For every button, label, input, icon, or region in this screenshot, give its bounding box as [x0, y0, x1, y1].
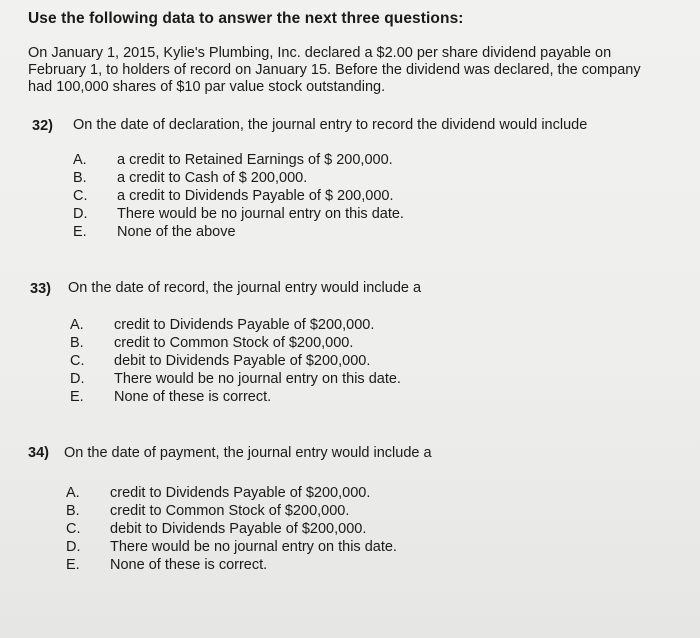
option-letter: E. [66, 557, 80, 573]
option-text: None of the above [117, 224, 236, 240]
option-letter: C. [73, 188, 88, 204]
option-32-c[interactable] [73, 187, 404, 205]
option-text: None of these is correct. [110, 557, 268, 573]
question-number-33: 33) [30, 281, 51, 297]
option-33-b[interactable] [70, 334, 401, 352]
option-letter: B. [70, 335, 84, 351]
option-letter: D. [66, 539, 81, 555]
question-text-34: On the date of payment, the journal entry would include a [64, 445, 432, 461]
option-32-d[interactable] [73, 205, 404, 223]
option-letter: B. [73, 170, 87, 186]
scenario-line: On January 1, 2015, Kylie's Plumbing, Inc. declared a $2.00 per share dividend payable on [28, 45, 612, 61]
option-32-e[interactable] [73, 223, 404, 241]
scenario-line: had 100,000 shares of $10 par value stock outstanding. [28, 79, 386, 95]
question-text-32: On the date of declaration, the journal entry to record the dividend would include [73, 117, 588, 133]
option-32-a[interactable] [73, 151, 404, 169]
option-text: a credit to Retained Earnings of $ 200,000. [117, 152, 393, 168]
option-letter: E. [70, 389, 84, 405]
option-letter: A. [66, 485, 80, 501]
option-text: There would be no journal entry on this date. [110, 539, 397, 555]
option-text: a credit to Cash of $ 200,000. [117, 170, 308, 186]
option-text: a credit to Dividends Payable of $ 200,000. [117, 188, 394, 204]
option-letter: D. [73, 206, 88, 222]
option-letter: E. [73, 224, 87, 240]
option-33-c[interactable] [70, 352, 401, 370]
option-text: There would be no journal entry on this date. [117, 206, 404, 222]
option-33-e[interactable] [70, 388, 401, 406]
option-letter: D. [70, 371, 85, 387]
option-text: None of these is correct. [114, 389, 272, 405]
option-letter: A. [70, 317, 84, 333]
option-letter: C. [66, 521, 81, 537]
instructions-heading: Use the following data to answer the next three questions: [28, 10, 464, 27]
option-text: credit to Dividends Payable of $200,000. [114, 317, 375, 333]
question-number-34: 34) [28, 445, 49, 461]
option-33-a[interactable] [70, 316, 401, 334]
option-33-d[interactable] [70, 370, 401, 388]
option-34-a[interactable] [66, 484, 397, 502]
option-text: credit to Common Stock of $200,000. [110, 503, 350, 519]
option-text: credit to Common Stock of $200,000. [114, 335, 354, 351]
option-34-e[interactable] [66, 556, 397, 574]
scenario-line: February 1, to holders of record on January 15. Before the dividend was declared, the company [28, 62, 641, 78]
option-34-b[interactable] [66, 502, 397, 520]
question-number-32: 32) [32, 118, 53, 134]
option-text: debit to Dividends Payable of $200,000. [110, 521, 367, 537]
option-letter: A. [73, 152, 87, 168]
options-32 [73, 151, 404, 241]
option-34-c[interactable] [66, 520, 397, 538]
question-text-33: On the date of record, the journal entry would include a [68, 280, 422, 296]
option-text: debit to Dividends Payable of $200,000. [114, 353, 371, 369]
options-33 [70, 316, 401, 406]
option-letter: C. [70, 353, 85, 369]
option-text: There would be no journal entry on this date. [114, 371, 401, 387]
option-text: credit to Dividends Payable of $200,000. [110, 485, 371, 501]
options-34 [66, 484, 397, 574]
scenario-paragraph [28, 45, 688, 96]
option-32-b[interactable] [73, 169, 404, 187]
option-34-d[interactable] [66, 538, 397, 556]
option-letter: B. [66, 503, 80, 519]
